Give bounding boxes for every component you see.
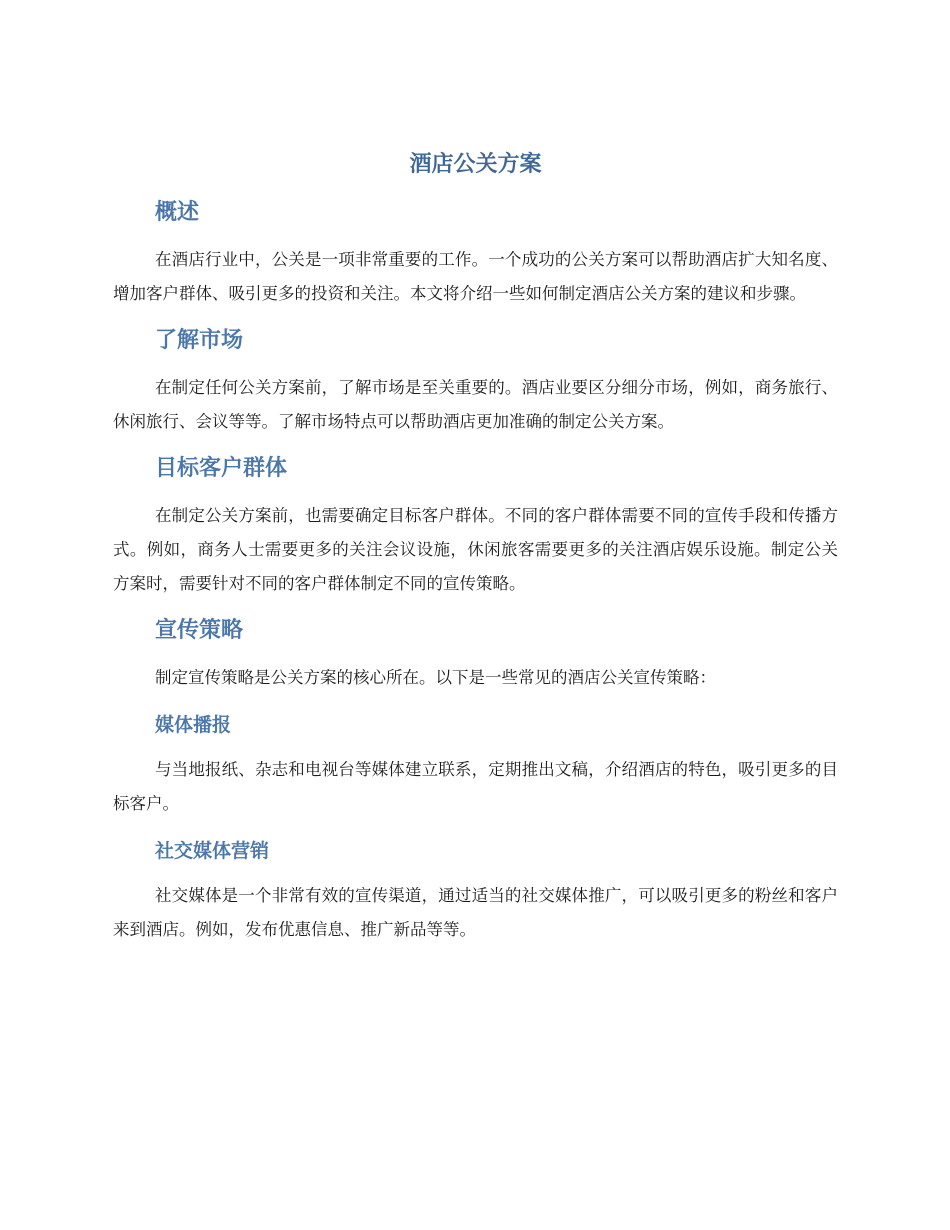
section-heading-target-customers: 目标客户群体 (155, 456, 288, 481)
section-paragraph-market: 在制定任何公关方案前，了解市场是至关重要的。酒店业要区分细分市场，例如，商务旅行、休闲旅行、会议等等。了解市场特点可以帮助酒店更加准确的制定公关方案。 (113, 378, 838, 431)
document-body (113, 145, 838, 947)
section-paragraph-overview: 在酒店行业中，公关是一项非常重要的工作。一个成功的公关方案可以帮助酒店扩大知名度、增加客户群体、吸引更多的投资和关注。本文将介绍一些如何制定酒店公关方案的建议和步骤。 (113, 250, 838, 303)
document-title: 酒店公关方案 (409, 152, 542, 177)
subsection-paragraph-social-media: 社交媒体是一个非常有效的宣传渠道，通过适当的社交媒体推广，可以吸引更多的粉丝和客户来到酒店。例如，发布优惠信息、推广新品等等。 (113, 886, 838, 939)
section-heading-overview: 概述 (155, 200, 200, 225)
subsection-heading-media: 媒体播报 (155, 714, 232, 736)
subsection-heading-social-media: 社交媒体营销 (155, 840, 270, 862)
section-paragraph-target-customers: 在制定公关方案前，也需要确定目标客户群体。不同的客户群体需要不同的宣传手段和传播方式。例如，商务人士需要更多的关注会议设施，休闲旅客需要更多的关注酒店娱乐设施。制定公关方案时，需要针对不同的客户群体制定不同的宣传策略。 (113, 506, 838, 593)
section-heading-promotion-strategy: 宣传策略 (155, 618, 244, 643)
section-heading-market: 了解市场 (155, 328, 244, 353)
subsection-paragraph-media: 与当地报纸、杂志和电视台等媒体建立联系，定期推出文稿，介绍酒店的特色，吸引更多的目标客户。 (113, 760, 838, 813)
section-paragraph-promotion-strategy: 制定宣传策略是公关方案的核心所在。以下是一些常见的酒店公关宣传策略： (155, 668, 716, 687)
